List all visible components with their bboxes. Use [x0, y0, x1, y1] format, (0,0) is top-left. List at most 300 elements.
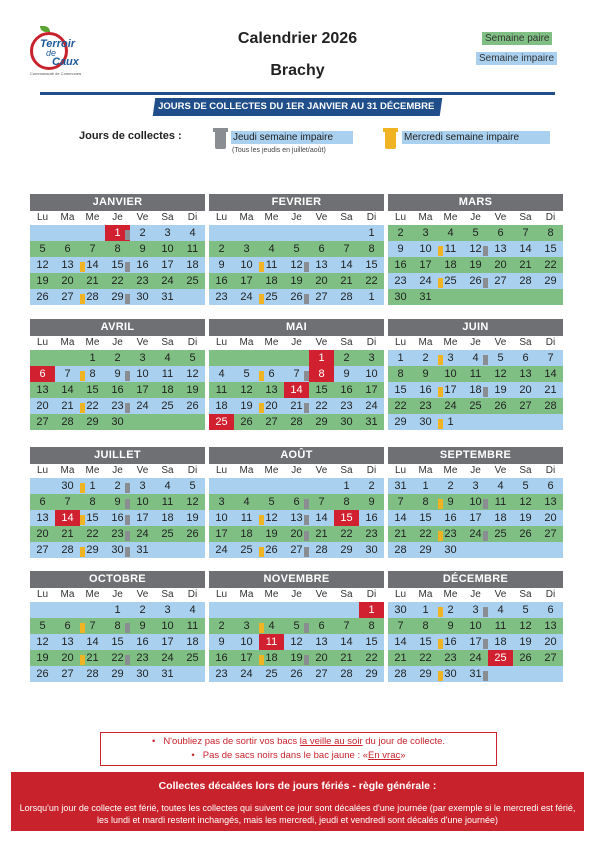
- weekday-header: [30, 588, 205, 602]
- day-cell: 7: [343, 243, 350, 255]
- day-cell: 28: [315, 544, 328, 556]
- day-cell: 21: [340, 652, 353, 664]
- banner-text: JOURS DE COLLECTES DU 1ER JANVIER AU 31 DÉCEMBRE 2026: [158, 101, 435, 130]
- week-row-odd: [388, 510, 563, 526]
- day-cell: 1: [368, 291, 375, 303]
- weekday-header: [209, 336, 384, 350]
- day-cell: 3: [463, 602, 488, 618]
- yellow-bin-icon: [259, 623, 264, 633]
- day-cell: 19: [494, 384, 507, 396]
- day-cell: 20: [544, 636, 557, 648]
- empty-cell: [259, 602, 284, 618]
- day-cell: 17: [161, 636, 174, 648]
- yellow-bin-icon: [80, 655, 85, 665]
- weekday-label: Lu: [209, 464, 234, 478]
- weekday-label: Me: [80, 336, 105, 350]
- yellow-bin-icon: [259, 515, 264, 525]
- day-cell: 15: [105, 257, 130, 273]
- day-cell: 1: [438, 414, 463, 430]
- empty-cell: [284, 478, 309, 494]
- week-row-even: [30, 241, 205, 257]
- week-row-even: [209, 241, 384, 257]
- week-row-even: [30, 650, 205, 666]
- reminder-box: • N'oubliez pas de sortir vos bacs la veille au soir du jour de collecte. • Pas de sacs noirs dans le bac jaune : «En vrac»: [100, 732, 497, 766]
- month-7: [30, 447, 205, 558]
- day-cell: 12: [290, 636, 303, 648]
- weekday-label: Sa: [334, 464, 359, 478]
- day-cell: 6: [318, 620, 325, 632]
- weekday-label: Ma: [55, 464, 80, 478]
- yellow-bin-icon: [259, 262, 264, 272]
- weekday-label: Je: [284, 211, 309, 225]
- day-cell: 12: [240, 384, 253, 396]
- week-row-odd: [30, 289, 205, 305]
- day-cell: 9: [343, 368, 350, 380]
- day-cell: 20: [284, 526, 309, 542]
- weekday-label: Je: [105, 464, 130, 478]
- day-cell: 26: [186, 528, 199, 540]
- day-cell: 27: [36, 544, 49, 556]
- day-cell: 16: [394, 259, 407, 271]
- odd-week-key: Semaine impaire: [476, 52, 557, 65]
- day-cell: 10: [240, 636, 253, 648]
- weekday-label: Di: [538, 336, 563, 350]
- day-cell: 25: [494, 528, 507, 540]
- day-cell: 1: [422, 604, 429, 616]
- weekday-header: [388, 211, 563, 225]
- day-cell: 5: [522, 604, 529, 616]
- day-cell: 21: [86, 275, 99, 287]
- month-name: JANVIER: [30, 194, 205, 211]
- day-cell: 5: [189, 352, 196, 364]
- day-cell: 29: [419, 544, 432, 556]
- day-cell: 17: [136, 512, 149, 524]
- day-cell: 4: [164, 480, 171, 492]
- weekday-label: Me: [80, 211, 105, 225]
- day-cell: 25: [240, 544, 253, 556]
- day-cell: 31: [136, 544, 149, 556]
- empty-cell: [284, 225, 309, 241]
- day-cell: 17: [438, 382, 463, 398]
- day-cell: 18: [463, 382, 488, 398]
- day-cell: 29: [544, 275, 557, 287]
- day-cell: 29: [365, 668, 378, 680]
- month-10: [30, 571, 205, 682]
- day-cell: 27: [284, 542, 309, 558]
- empty-cell: [30, 225, 55, 241]
- weekday-label: Lu: [388, 336, 413, 350]
- yellow-bin-icon: [80, 262, 85, 272]
- day-cell: 12: [36, 259, 49, 271]
- yellow-bin-icon: [259, 371, 264, 381]
- empty-cell: [488, 666, 513, 682]
- weekday-label: Je: [463, 336, 488, 350]
- weekday-label: Je: [463, 588, 488, 602]
- day-cell: 12: [494, 368, 507, 380]
- day-cell: 1: [359, 602, 384, 618]
- weekday-label: Di: [538, 588, 563, 602]
- day-cell: 26: [290, 668, 303, 680]
- day-cell: 22: [340, 528, 353, 540]
- day-cell: 3: [472, 480, 479, 492]
- day-cell: 1: [343, 480, 350, 492]
- weekday-header: [209, 464, 384, 478]
- weekday-label: Me: [438, 588, 463, 602]
- day-cell: 25: [265, 668, 278, 680]
- empty-cell: [80, 225, 105, 241]
- day-cell: 2: [343, 352, 350, 364]
- month-6: [388, 319, 563, 430]
- yellow-bin-icon: [80, 623, 85, 633]
- month-name: JUILLET: [30, 447, 205, 464]
- week-row-even: [30, 350, 205, 366]
- day-cell: 28: [86, 668, 99, 680]
- week-row-even: [209, 414, 384, 430]
- day-cell: 15: [334, 510, 359, 526]
- empty-cell: [438, 289, 463, 305]
- day-cell: 4: [243, 496, 250, 508]
- day-cell: 25: [161, 400, 174, 412]
- month-name: SEPTEMBRE: [388, 447, 563, 464]
- week-row-odd: [388, 382, 563, 398]
- empty-cell: [234, 602, 259, 618]
- day-cell: 20: [61, 652, 74, 664]
- empty-cell: [234, 350, 259, 366]
- weekday-label: Sa: [513, 336, 538, 350]
- weekday-label: Ve: [309, 588, 334, 602]
- weekday-label: Je: [284, 588, 309, 602]
- day-cell: 4: [164, 352, 171, 364]
- day-cell: 12: [186, 496, 199, 508]
- day-cell: 3: [243, 243, 250, 255]
- empty-cell: [334, 225, 359, 241]
- day-cell: 15: [80, 510, 105, 526]
- weekday-label: Je: [463, 464, 488, 478]
- day-cell: 24: [444, 400, 457, 412]
- week-row-odd: [209, 257, 384, 273]
- day-cell: 17: [365, 384, 378, 396]
- day-cell: 24: [240, 668, 253, 680]
- weekday-label: Me: [438, 211, 463, 225]
- day-cell: 28: [340, 291, 353, 303]
- day-cell: 27: [315, 291, 328, 303]
- day-cell: 19: [36, 652, 49, 664]
- day-cell: 16: [340, 384, 353, 396]
- day-cell: 10: [365, 368, 378, 380]
- day-cell: 6: [284, 494, 309, 510]
- day-cell: 4: [463, 350, 488, 366]
- day-cell: 5: [268, 496, 275, 508]
- empty-cell: [463, 542, 488, 558]
- week-row-odd: [388, 666, 563, 682]
- day-cell: 12: [519, 496, 532, 508]
- bullet-icon: •: [151, 736, 156, 747]
- empty-cell: [130, 414, 155, 430]
- weekday-label: Me: [438, 464, 463, 478]
- day-cell: 10: [469, 620, 482, 632]
- weekday-label: Ve: [130, 464, 155, 478]
- weekday-header: [209, 211, 384, 225]
- day-cell: 1: [397, 352, 404, 364]
- weekday-label: Sa: [155, 211, 180, 225]
- weekday-label: Ma: [234, 336, 259, 350]
- yellow-bin-icon: [438, 355, 443, 365]
- weekday-label: Sa: [155, 588, 180, 602]
- day-cell: 11: [161, 496, 174, 508]
- day-cell: 24: [365, 400, 378, 412]
- day-cell: 25: [161, 528, 174, 540]
- day-cell: 13: [36, 384, 49, 396]
- weekday-label: Lu: [388, 211, 413, 225]
- day-cell: 7: [80, 618, 105, 634]
- weekday-label: Lu: [209, 588, 234, 602]
- day-cell: 22: [86, 528, 99, 540]
- weekday-label: Ma: [234, 588, 259, 602]
- day-cell: 28: [61, 544, 74, 556]
- day-cell: 2: [139, 227, 146, 239]
- weekday-label: Je: [284, 336, 309, 350]
- day-cell: 18: [215, 400, 228, 412]
- yellow-bin-icon: [438, 531, 443, 541]
- day-cell: 3: [422, 227, 429, 239]
- empty-cell: [513, 666, 538, 682]
- day-cell: 7: [318, 496, 325, 508]
- day-cell: 2: [105, 478, 130, 494]
- weekday-label: Di: [359, 211, 384, 225]
- day-cell: 9: [105, 494, 130, 510]
- day-cell: 8: [368, 620, 375, 632]
- day-cell: 2: [422, 352, 429, 364]
- day-cell: 5: [522, 480, 529, 492]
- day-cell: 23: [215, 668, 228, 680]
- month-name: MARS: [388, 194, 563, 211]
- day-cell: 27: [61, 291, 74, 303]
- day-cell: 3: [139, 352, 146, 364]
- day-cell: 30: [438, 666, 463, 682]
- day-cell: 31: [419, 291, 432, 303]
- day-cell: 9: [447, 620, 454, 632]
- empty-cell: [309, 478, 334, 494]
- day-cell: 15: [365, 636, 378, 648]
- day-cell: 24: [215, 544, 228, 556]
- grey-bin-note: (Tous les jeudis en juillet/août): [232, 147, 326, 154]
- empty-cell: [488, 414, 513, 430]
- day-cell: 24: [463, 526, 488, 542]
- day-cell: 19: [240, 400, 253, 412]
- logo-line2: de: [46, 48, 57, 58]
- empty-cell: [538, 289, 563, 305]
- day-cell: 14: [80, 257, 105, 273]
- day-cell: 30: [111, 416, 124, 428]
- day-cell: 9: [422, 368, 429, 380]
- week-row-odd: [209, 634, 384, 650]
- day-cell: 25: [186, 275, 199, 287]
- day-cell: 26: [494, 400, 507, 412]
- week-row-even: [388, 398, 563, 414]
- day-cell: 18: [161, 512, 174, 524]
- day-cell: 30: [340, 416, 353, 428]
- day-cell: 1: [80, 478, 105, 494]
- day-cell: 9: [218, 259, 225, 271]
- page-title: Calendrier 2026: [237, 30, 358, 47]
- day-cell: 5: [39, 243, 46, 255]
- weekday-header: [388, 464, 563, 478]
- week-row-even: [209, 273, 384, 289]
- weekday-label: Ma: [55, 588, 80, 602]
- day-cell: 24: [161, 275, 174, 287]
- yellow-bin-icon: [438, 499, 443, 509]
- day-cell: 15: [111, 636, 124, 648]
- day-cell: 5: [243, 368, 250, 380]
- day-cell: 13: [494, 243, 507, 255]
- day-cell: 11: [469, 368, 482, 380]
- day-cell: 14: [55, 510, 80, 526]
- day-cell: 18: [259, 650, 284, 666]
- day-cell: 12: [284, 257, 309, 273]
- day-cell: 10: [215, 512, 228, 524]
- month-1: [30, 194, 205, 305]
- logo-line3: Caux: [52, 56, 79, 68]
- yellow-bin-icon: [438, 607, 443, 617]
- weekday-label: Lu: [30, 588, 55, 602]
- collect-days-label: Jours de collectes :: [79, 130, 182, 142]
- day-cell: 1: [89, 352, 96, 364]
- day-cell: 25: [438, 273, 463, 289]
- day-cell: 18: [494, 512, 507, 524]
- day-cell: 9: [105, 366, 130, 382]
- day-cell: 27: [315, 668, 328, 680]
- day-cell: 30: [394, 291, 407, 303]
- day-cell: 20: [61, 275, 74, 287]
- weekday-label: Ve: [309, 464, 334, 478]
- month-name: DÉCEMBRE: [388, 571, 563, 588]
- month-4: [30, 319, 205, 430]
- yellow-bin-icon: [259, 403, 264, 413]
- day-cell: 2: [139, 604, 146, 616]
- yellow-bin-icon: [438, 639, 443, 649]
- empty-cell: [30, 478, 55, 494]
- leaf-icon: [40, 26, 50, 32]
- day-cell: 16: [365, 512, 378, 524]
- day-cell: 30: [105, 542, 130, 558]
- day-cell: 30: [419, 416, 432, 428]
- weekday-label: Di: [180, 464, 205, 478]
- empty-cell: [209, 225, 234, 241]
- day-cell: 29: [315, 416, 328, 428]
- day-cell: 28: [290, 416, 303, 428]
- day-cell: 18: [494, 636, 507, 648]
- day-cell: 19: [290, 275, 303, 287]
- weekday-label: Ma: [55, 211, 80, 225]
- day-cell: 15: [419, 636, 432, 648]
- day-cell: 19: [519, 636, 532, 648]
- day-cell: 21: [340, 275, 353, 287]
- week-row-odd: [30, 666, 205, 682]
- day-cell: 7: [284, 366, 309, 382]
- day-cell: 13: [265, 384, 278, 396]
- week-row-even: [30, 414, 205, 430]
- day-cell: 25: [186, 652, 199, 664]
- day-cell: 26: [259, 542, 284, 558]
- weekday-label: Sa: [155, 464, 180, 478]
- empty-cell: [284, 350, 309, 366]
- empty-cell: [180, 289, 205, 305]
- day-cell: 27: [519, 400, 532, 412]
- weekday-label: Je: [463, 211, 488, 225]
- day-cell: 23: [444, 652, 457, 664]
- day-cell: 10: [161, 243, 174, 255]
- yellow-bin-icon: [259, 294, 264, 304]
- yellow-bin-icon: [438, 419, 443, 429]
- day-cell: 20: [36, 528, 49, 540]
- header-divider: [40, 92, 555, 95]
- day-cell: 23: [136, 652, 149, 664]
- yellow-bin-legend: Mercredi semaine impaire: [402, 131, 550, 144]
- empty-cell: [80, 602, 105, 618]
- empty-cell: [234, 225, 259, 241]
- day-cell: 17: [419, 259, 432, 271]
- day-cell: 30: [136, 291, 149, 303]
- month-9: [388, 447, 563, 558]
- day-cell: 14: [61, 384, 74, 396]
- week-row-even: [209, 350, 384, 366]
- day-cell: 20: [315, 275, 328, 287]
- week-row-odd: [30, 366, 205, 382]
- day-cell: 14: [519, 243, 532, 255]
- week-row-even: [209, 618, 384, 634]
- weekday-label: Di: [359, 336, 384, 350]
- day-cell: 21: [315, 528, 328, 540]
- day-cell: 20: [519, 384, 532, 396]
- empty-cell: [513, 289, 538, 305]
- month-name: JUIN: [388, 319, 563, 336]
- day-cell: 11: [494, 496, 507, 508]
- day-cell: 24: [161, 652, 174, 664]
- week-row-even: [209, 382, 384, 398]
- day-cell: 18: [265, 275, 278, 287]
- month-name: AVRIL: [30, 319, 205, 336]
- weekday-label: Sa: [513, 588, 538, 602]
- day-cell: 9: [218, 636, 225, 648]
- day-cell: 22: [111, 275, 124, 287]
- day-cell: 20: [544, 512, 557, 524]
- day-cell: 15: [315, 384, 328, 396]
- day-cell: 4: [218, 368, 225, 380]
- weekday-label: Me: [438, 336, 463, 350]
- day-cell: 14: [340, 259, 353, 271]
- day-cell: 31: [463, 666, 488, 682]
- day-cell: 19: [265, 528, 278, 540]
- day-cell: 8: [547, 227, 554, 239]
- empty-cell: [30, 350, 55, 366]
- day-cell: 10: [419, 243, 432, 255]
- week-row-even: [209, 650, 384, 666]
- yellow-bin-icon: [80, 515, 85, 525]
- day-cell: 18: [161, 384, 174, 396]
- day-cell: 14: [544, 368, 557, 380]
- day-cell: 19: [186, 384, 199, 396]
- day-cell: 1: [105, 225, 130, 241]
- empty-cell: [538, 414, 563, 430]
- day-cell: 26: [463, 273, 488, 289]
- day-cell: 13: [61, 636, 74, 648]
- day-cell: 7: [343, 620, 350, 632]
- day-cell: 3: [438, 350, 463, 366]
- day-cell: 1: [309, 350, 334, 366]
- weekday-label: Ma: [55, 336, 80, 350]
- day-cell: 11: [438, 241, 463, 257]
- week-row-odd: [388, 241, 563, 257]
